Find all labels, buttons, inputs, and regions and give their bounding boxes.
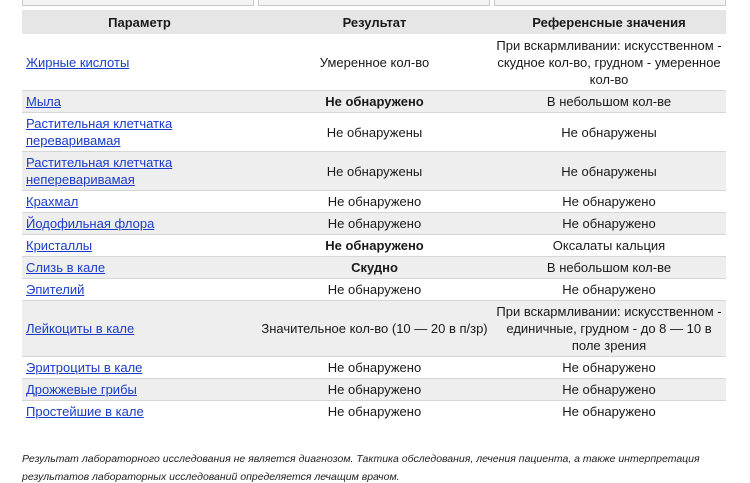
result-cell: Не обнаружено bbox=[257, 213, 492, 235]
parameter-link[interactable]: Йодофильная флора bbox=[26, 216, 155, 231]
reference-cell: Не обнаружены bbox=[492, 152, 726, 191]
table-row bbox=[22, 379, 726, 401]
reference-cell: Оксалаты кальция bbox=[492, 235, 726, 257]
column-header-reference: Референсные значения bbox=[492, 10, 726, 35]
reference-cell: В небольшом кол-ве bbox=[492, 257, 726, 279]
reference-cell: При вскармливании: искусственном - скудное кол-во, грудном - умеренное кол-во bbox=[492, 35, 726, 91]
reference-cell: Не обнаружено bbox=[492, 357, 726, 379]
parameter-link[interactable]: Жирные кислоты bbox=[26, 55, 130, 70]
parameter-cell bbox=[22, 113, 257, 152]
results-table bbox=[22, 10, 726, 423]
parameter-cell bbox=[22, 279, 257, 301]
parameter-link[interactable]: Крахмал bbox=[26, 194, 79, 209]
parameter-cell bbox=[22, 357, 257, 379]
reference-cell: При вскармливании: искусственном - единичные, грудном - до 8 — 10 в поле зрения bbox=[492, 301, 726, 357]
table-row bbox=[22, 235, 726, 257]
table-row bbox=[22, 35, 726, 91]
parameter-link[interactable]: Растительная клетчатка переваривамая bbox=[26, 116, 173, 148]
parameter-link[interactable]: Дрожжевые грибы bbox=[26, 382, 137, 397]
reference-cell: В небольшом кол-ве bbox=[492, 91, 726, 113]
column-header-result: Результат bbox=[257, 10, 492, 35]
parameter-link[interactable]: Кристаллы bbox=[26, 238, 93, 253]
reference-cell: Не обнаружено bbox=[492, 191, 726, 213]
column-header-parameter: Параметр bbox=[22, 10, 257, 35]
table-row bbox=[22, 301, 726, 357]
report-header-strip bbox=[22, 0, 726, 6]
results-table-body bbox=[22, 35, 726, 423]
table-row bbox=[22, 357, 726, 379]
reference-cell: Не обнаружено bbox=[492, 379, 726, 401]
result-cell: Не обнаружено bbox=[257, 379, 492, 401]
parameter-cell bbox=[22, 91, 257, 113]
table-row bbox=[22, 152, 726, 191]
reference-cell: Не обнаружено bbox=[492, 401, 726, 423]
header-cell-middle bbox=[258, 0, 490, 6]
result-cell: Не обнаружено bbox=[257, 235, 492, 257]
parameter-cell bbox=[22, 152, 257, 191]
table-row bbox=[22, 401, 726, 423]
parameter-link[interactable]: Эритроциты в кале bbox=[26, 360, 143, 375]
parameter-cell bbox=[22, 235, 257, 257]
result-cell: Не обнаружено bbox=[257, 91, 492, 113]
parameter-link[interactable]: Слизь в кале bbox=[26, 260, 106, 275]
result-cell: Не обнаружены bbox=[257, 113, 492, 152]
table-header-row bbox=[22, 10, 726, 35]
table-row bbox=[22, 191, 726, 213]
header-cell-left bbox=[22, 0, 254, 6]
table-row bbox=[22, 257, 726, 279]
disclaimer-footnote: Результат лабораторного исследования не является диагнозом. Тактика обследования, лечения пациента, а также интерпретация результатов лабораторных исследований определяется лечащим врачом. bbox=[22, 453, 700, 483]
result-cell: Значительное кол-во (10 — 20 в п/зр) bbox=[257, 301, 492, 357]
reference-cell: Не обнаружены bbox=[492, 113, 726, 152]
parameter-link[interactable]: Лейкоциты в кале bbox=[26, 321, 135, 336]
table-row bbox=[22, 113, 726, 152]
parameter-cell bbox=[22, 401, 257, 423]
table-row bbox=[22, 213, 726, 235]
result-cell: Не обнаружено bbox=[257, 279, 492, 301]
parameter-cell bbox=[22, 191, 257, 213]
table-row bbox=[22, 279, 726, 301]
parameter-cell bbox=[22, 213, 257, 235]
result-cell: Не обнаружено bbox=[257, 191, 492, 213]
result-cell: Не обнаружено bbox=[257, 357, 492, 379]
parameter-link[interactable]: Растительная клетчатка непереваривамая bbox=[26, 155, 173, 187]
parameter-link[interactable]: Эпителий bbox=[26, 282, 85, 297]
reference-cell: Не обнаружено bbox=[492, 279, 726, 301]
header-cell-right bbox=[494, 0, 726, 6]
table-row bbox=[22, 91, 726, 113]
reference-cell: Не обнаружено bbox=[492, 213, 726, 235]
parameter-cell bbox=[22, 301, 257, 357]
result-cell: Скудно bbox=[257, 257, 492, 279]
parameter-cell bbox=[22, 379, 257, 401]
result-cell: Не обнаружены bbox=[257, 152, 492, 191]
result-cell: Умеренное кол-во bbox=[257, 35, 492, 91]
parameter-cell bbox=[22, 35, 257, 91]
parameter-link[interactable]: Мыла bbox=[26, 94, 61, 109]
result-cell: Не обнаружено bbox=[257, 401, 492, 423]
parameter-cell bbox=[22, 257, 257, 279]
parameter-link[interactable]: Простейшие в кале bbox=[26, 404, 144, 420]
